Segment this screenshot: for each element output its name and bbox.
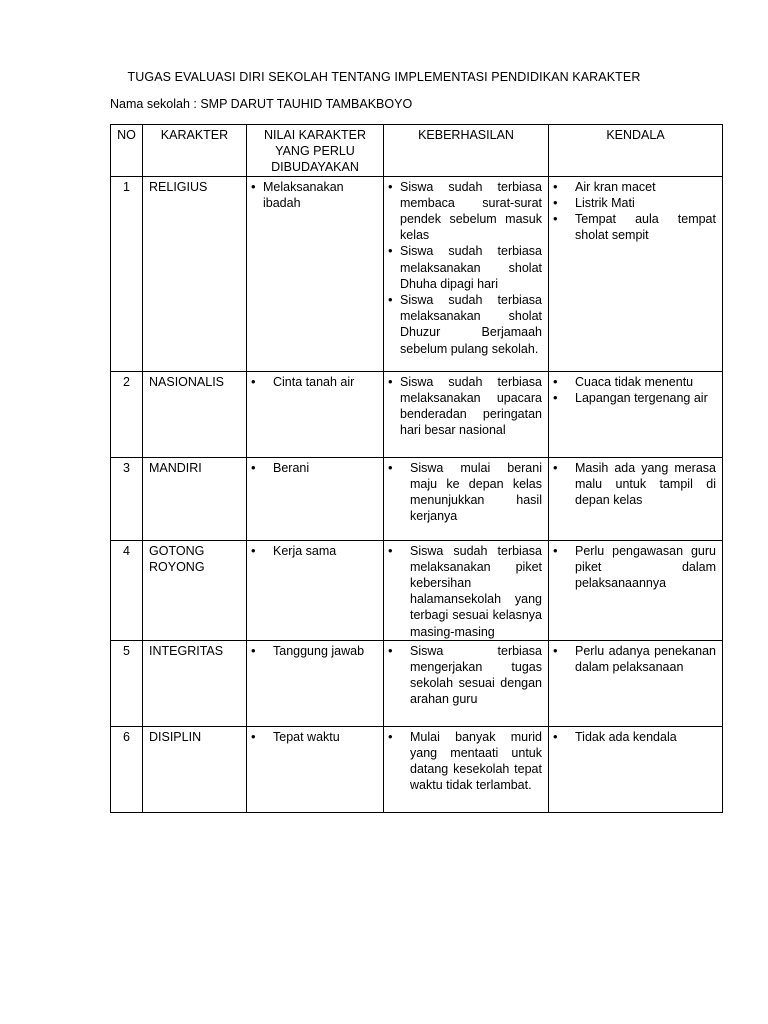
header-nilai: NILAI KARAKTER YANG PERLU DIBUDAYAKAN [247,125,384,177]
list-item: • Air kran macet [555,179,716,195]
row-kendala [549,726,723,812]
row-number: 5 [111,640,143,726]
list-item: • Mulai banyak murid yang mentaati untuk datang kesekolah tepat waktu tidak terlambat. [390,729,542,794]
row-kendala [549,540,723,640]
row-nilai [247,540,384,640]
table-row [111,371,723,457]
row-nilai [247,176,384,371]
table-row [111,540,723,640]
list-item: • Siswa mulai berani maju ke depan kelas menunjukkan hasil kerjanya [390,460,542,525]
list-item: • Tanggung jawab [253,643,377,659]
list-item: • Perlu pengawasan guru piket dalam pelaksanaannya [555,543,716,592]
list-item: • Tidak ada kendala [555,729,716,745]
list-item: • Tempat aula tempat sholat sempit [555,211,716,243]
list-item: • Listrik Mati [555,195,716,211]
document-title: TUGAS EVALUASI DIRI SEKOLAH TENTANG IMPLEMENTASI PENDIDIKAN KARAKTER [127,70,641,84]
table-row [111,176,723,371]
list-item: • Siswa sudah terbiasa melaksanakan upacara benderadan peringatan hari besar nasional [390,374,542,439]
row-keberhasilan [384,640,549,726]
list-item: • Masih ada yang merasa malu untuk tampil di depan kelas [555,460,716,509]
list-item: • Perlu adanya penekanan dalam pelaksanaan [555,643,716,675]
row-karakter: RELIGIUS [143,176,247,371]
table-row [111,640,723,726]
row-number: 3 [111,457,143,540]
row-number: 2 [111,371,143,457]
row-number: 4 [111,540,143,640]
header-kendala: KENDALA [549,125,723,177]
row-kendala [549,371,723,457]
row-keberhasilan [384,457,549,540]
row-karakter: INTEGRITAS [143,640,247,726]
list-item: • Melaksanakan ibadah [253,179,377,211]
header-no: NO [111,125,143,177]
list-item: • Siswa sudah terbiasa membaca surat-surat pendek sebelum masuk kelas [390,179,542,244]
row-number: 6 [111,726,143,812]
table-row [111,726,723,812]
evaluation-table [110,124,723,813]
list-item: • Cinta tanah air [253,374,377,390]
list-item: • Siswa sudah terbiasa melaksanakan piket kebersihan halamansekolah yang terbagi sesuai kelasnya masing-masing [390,543,542,640]
row-kendala [549,457,723,540]
list-item: • Cuaca tidak menentu [555,374,716,390]
row-kendala [549,640,723,726]
row-keberhasilan [384,540,549,640]
row-nilai [247,371,384,457]
list-item: • Siswa sudah terbiasa melaksanakan sholat Dhuha dipagi hari [390,243,542,292]
list-item: • Lapangan tergenang air [555,390,716,406]
list-item: • Siswa sudah terbiasa melaksanakan sholat Dhuzur Berjamaah sebelum pulang sekolah. [390,292,542,357]
row-nilai [247,457,384,540]
table-header-row [111,125,723,177]
row-number: 1 [111,176,143,371]
row-keberhasilan [384,726,549,812]
header-keberhasilan: KEBERHASILAN [384,125,549,177]
row-karakter: GOTONG ROYONG [143,540,247,640]
school-name-line: Nama sekolah : SMP DARUT TAUHID TAMBAKBOYO [110,97,413,111]
header-karakter: KARAKTER [143,125,247,177]
list-item: • Berani [253,460,377,476]
list-item: • Kerja sama [253,543,377,559]
row-karakter: MANDIRI [143,457,247,540]
row-kendala [549,176,723,371]
row-karakter: DISIPLIN [143,726,247,812]
row-karakter: NASIONALIS [143,371,247,457]
row-keberhasilan [384,176,549,371]
row-keberhasilan [384,371,549,457]
row-nilai [247,640,384,726]
row-nilai [247,726,384,812]
list-item: • Tepat waktu [253,729,377,745]
table-row [111,457,723,540]
list-item: • Siswa terbiasa mengerjakan tugas sekolah sesuai dengan arahan guru [390,643,542,708]
